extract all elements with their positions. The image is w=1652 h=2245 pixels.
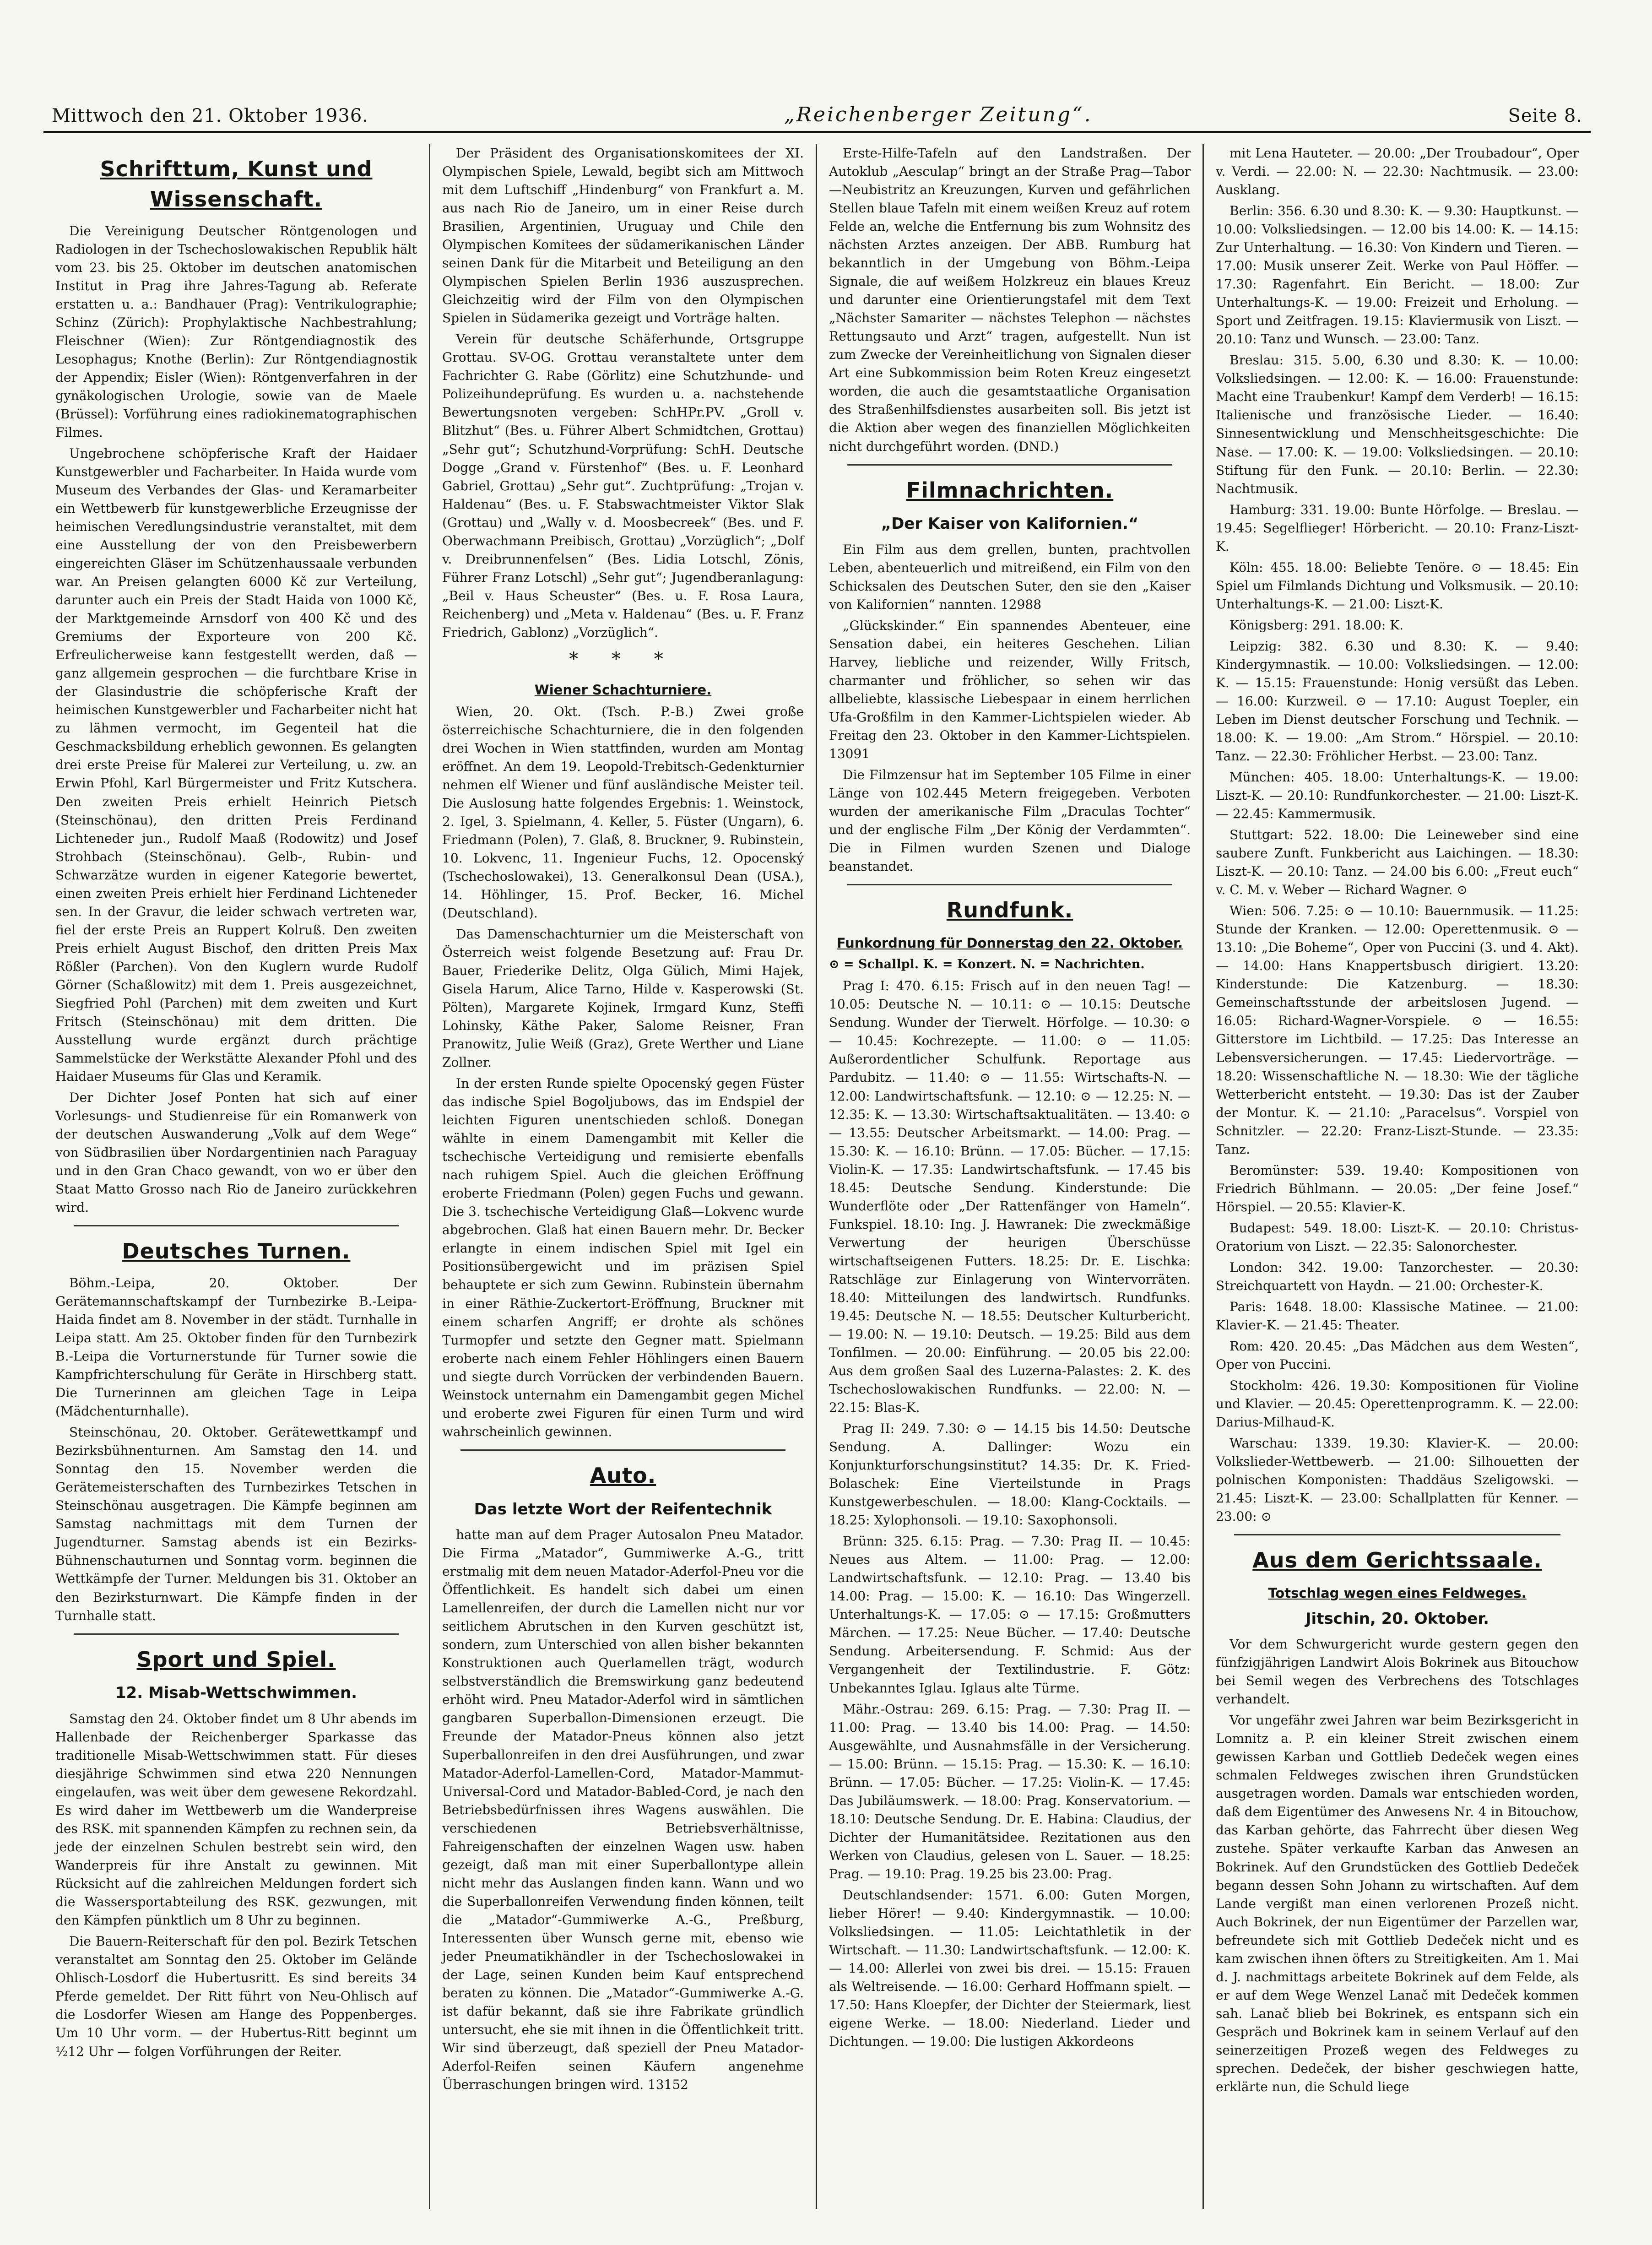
article-schach-3: In der ersten Runde spielte Opocenský gegen Füster das indische Spiel Bogoljubows, das im Endspiel der leichten Figuren unentschieden schloß. Donegan wählte in einem Damengambit mit Keller die tschechische Verteidigung und remisierte ebenfalls nach ruhigem Spiel. Auch die gleichen Eröffnung eroberte Friedmann (Polen) gegen Fuchs und gewann. Die 3. tschechische Verteidigung Glaß—Lokvenc wurde abgebrochen. Glaß hat einen Bauern mehr. Dr. Becker erlangte in einem indischen Spiel mit Igel ein Positionsübergewicht und im präzisen Spiel behauptete er sich zum Gewinn. Rubinstein übernahm in einer Räthie-Zuckertort-Eröffnung, Bruckner mit einem scharfen Angriff; er drohte als schönes Turmopfer und setzte den Gegner matt. Spielmann eroberte nach einem Fehler Höhlingers einen Bauern und siegte durch Vorrücken der verbindenden Bauern. Weinstock unternahm ein Damengambit gegen Michel und eroberte zwei Figuren für einen Turm und wird wahrscheinlich gewinnen. [442, 1076, 804, 1439]
divider [74, 1225, 399, 1226]
section-title-rundfunk: Rundfunk. [946, 898, 1073, 923]
dateline-jitschin: Jitschin, 20. Oktober. [1305, 1609, 1490, 1628]
article-filmzensur: Die Filmzensur hat im September 105 Filme in einer Länge von 102.445 Metern freigegeben. Verboten wurden der amerikanische Film „Draculas Tochter“ und der englische Film „Der König der Verdammten“. Die in Filmen wurden Szenen und Dialoge beanstandet. [829, 767, 1191, 874]
radio-rom: Rom: 420. 20.45: „Das Mädchen aus dem Westen“, Oper von Puccini. [1216, 1338, 1579, 1372]
columns [43, 144, 1591, 2209]
section-title-sport: Sport und Spiel. [136, 1647, 336, 1672]
radio-stuttgart: Stuttgart: 522. 18.00: Die Leineweber sind eine saubere Zunft. Funkbericht aus Laichingen. — 18.30: Liszt-K. — 20.10: Tanz. — 24.00 bis 6.00: „Freut euch“ v. C. M. v. Weber — Richard Wagner. ⊙ [1216, 827, 1579, 898]
radio-berlin: Berlin: 356. 6.30 und 8.30: K. — 9.30: Hauptkunst. — 10.00: Volksliedsingen. — 12.00 bis 14.00: K. — 14.15: Zur Unterhaltung. — 16.30: Von Kindern und Tieren. — 17.00: Musik unserer Zeit. Werke von Paul Höffer. — 17.30: Ragenfahrt. Ein Bericht. — 18.00: Zur Unterhaltungs-K. — 19.00: Freizeit und Erholung. — Sport und Zeitfragen. 19.15: Klaviermusik von Liszt. — 20.10: Tanz und Wunsch. — 23.00: Tanz. [1216, 203, 1579, 347]
radio-budapest: Budapest: 549. 18.00: Liszt-K. — 20.10: Christus-Oratorium von Liszt. — 22.35: Salonorchester. [1216, 1220, 1579, 1254]
article-bauern-reiterschaft: Die Bauern-Reiterschaft für den pol. Bezirk Tetschen veranstaltet am Sonntag den 25. Oktober im Gelände Ohlisch-Losdorf die Hubertusritt. Es sind bereits 34 Pferde gemeldet. Der Ritt führt von Neu-Ohlisch auf die Losdorfer Wiesen am Hange des Poppenberges. Um 10 Uhr vorm. — der Hubertus-Ritt beginnt um ½12 Uhr — folgen Vorführungen der Reiter. [55, 1934, 417, 2059]
article-steinschoenau: Steinschönau, 20. Oktober. Gerätewettkampf und Bezirksbühnenturnen. Am Samstag den 14. und Sonntag den 15. November werden die Gerätemeisterschaften des Turnbezirkes Tetschen in Steinschönau ausgetragen. Die Kämpfe beginnen am Samstag nachmittags mit dem Turnen der Jugendturner. Samstag abends ist ein Bezirks-Bühnenschauturnen und Sonntag vorm. beginnen die Wettkämpfe der Turner. Meldungen bis 31. Oktober an den Bezirksturnwart. Die Kämpfe finden in der Turnhalle statt. [55, 1425, 417, 1623]
section-title-film: Filmnachrichten. [906, 477, 1114, 503]
article-schach-2: Das Damenschachturnier um die Meisterschaft von Österreich weist folgende Besetzung auf: Frau Dr. Bauer, Friederike Delitz, Olga Gülich, Mimi Hajek, Gisela Harum, Alice Tarno, Hilde v. Kasperowski (St. Pölten), Margarete Kojinek, Irmgard Kunz, Steffi Lohinsky, Käthe Paker, Salome Reisner, Fran Pranowitz, Julie Weiß (Graz), Grete Werther und Liane Zollner. [442, 926, 804, 1070]
radio-legend: ⊙ = Schallpl. K. = Konzert. N. = Nachrichten. [829, 957, 1145, 971]
section-title-auto: Auto. [590, 1463, 656, 1488]
section-title-schach: Wiener Schachturniere. [534, 682, 712, 698]
radio-koenigsberg: Königsberg: 291. 18.00: K. [1230, 617, 1403, 633]
divider [1234, 1534, 1560, 1535]
section-title-gerichtssaal: Aus dem Gerichtssaale. [1252, 1548, 1542, 1573]
article-glueckskinder: „Glückskinder.“ Ein spannendes Abenteuer, eine Sensation dabei, ein heiteres Geschehen. Lilian Harvey, liebliche und reizender, Willy Fritsch, charmanter und fröhlicher, so sehen wir das allbeliebte, klassische Liebespaar in einem herrlichen Ufa-Großfilm in den Kammer-Lichtspielen wieder. Ab Freitag den 23. Oktober in den Kammer-Lichtspielen. 13091 [829, 618, 1191, 762]
article-kaiser-kalifornien: Ein Film aus dem grellen, bunten, prachtvollen Leben, abenteuerlich und mitreißend, ein Film von den Schicksalen des Deutschen Suter, den sie den „Kaiser von Kalifornien“ nannten. 12988 [829, 542, 1191, 612]
divider [847, 884, 1172, 885]
divider [460, 1449, 785, 1451]
radio-koeln: Köln: 455. 18.00: Beliebte Tenöre. ⊙ — 18.45: Ein Spiel um Filmlands Dichtung und Volksmusik. — 20.10: Unterhaltungs-K. — 21.00: Liszt-K. [1216, 559, 1579, 612]
subtitle-totschlag: Totschlag wegen eines Feldweges. [1268, 1585, 1527, 1601]
radio-beromuenster: Beromünster: 539. 19.40: Kompositionen von Friedrich Bühlmann. — 20.05: „Der feine Josef.“ Hörspiel. — 20.55: Klavier-K. [1216, 1162, 1579, 1215]
article-misab: Samstag den 24. Oktober findet um 8 Uhr abends im Hallenbade der Reichenberger Sparkasse das traditionelle Misab-Wettschwimmen statt. Für dieses diesjährige Schwimmen sind etwa 220 Nennungen eingelaufen, was weit über dem gewesene Rekordzahl. Es wird daher im Wettbewerb um die Wanderpreise des RSK. mit spannenden Kämpfen zu rechnen sein, da jede der einzelnen Schulen bestrebt sein wird, den Wanderpreis für ihre Anstalt zu gewinnen. Mit Rücksicht auf die zahlreichen Meldungen fordert sich die Wassersportabteilung des RSK. gezwungen, mit den Kämpfen pünktlich um 8 Uhr zu beginnen. [55, 1711, 417, 1928]
subtitle-reifentechnik: Das letzte Wort der Reifentechnik [474, 1500, 772, 1518]
subtitle-kaiser-kalifornien: „Der Kaiser von Kalifornien.“ [881, 515, 1139, 533]
article-josef-ponten: Der Dichter Josef Ponten hat sich auf einer Vorlesungs- und Studienreise für ein Romanwerk von der deutschen Auswanderung „Volk auf dem Wege“ von Südbrasilien über Nordargentinien nach Paraguay und in den Gran Chaco gewandt, von wo er über den Staat Matto Grosso nach Rio de Janeiro zurückkehren wird. [55, 1090, 417, 1215]
separator-stars: * * * [569, 648, 677, 670]
radio-hamburg: Hamburg: 331. 19.00: Bunte Hörfolge. — Breslau. — 19.45: Segelflieger! Hörbericht. — 20.10: Franz-Liszt-K. [1216, 502, 1579, 554]
subtitle-misab: 12. Misab-Wettschwimmen. [115, 1684, 357, 1703]
article-matador: hatte man auf dem Prager Autosalon Pneu Matador. Die Firma „Matador“, Gummiwerke A.-G., tritt erstmalig mit dem neuen Matador-Aderfol-Pneu vor die Öffentlichkeit. Es handelt sich dabei um einen Lamellenreifen, der durch die Lamellen nicht nur vor seitlichem Abrutschen in den Kurven geschützt ist, sondern, zum Unterschied von allen bisher bekannten Konstruktionen auch Querlamellen trägt, wodurch selbstverständlich die Bremswirkung ganz bedeutend erhöht wird. Pneu Matador-Aderfol wird in sämtlichen gangbaren Superballon-Dimensionen erzeugt. Die Freunde der Matador-Pneus können also jetzt Superballonreifen in den drei Ausführungen, und zwar Matador-Aderfol-Lamellen-Cord, Matador-Mammut-Universal-Cord und Matador-Babled-Cord, je nach den Betriebsbedürfnissen ihres Wagens auswählen. Die verschiedenen Betriebsverhältnisse, Fahreigenschaften der einzelnen Wagen usw. haben gezeigt, daß man mit einer Superballontype allein nicht mehr das Auslangen finden kann. Wann und wo die Superballonreifen Verwendung finden können, teilt die „Matador“-Gummiwerke A.-G., Preßburg, Interessenten über Wunsch gerne mit, ebenso wie jeder Pneumatikhändler in der Tschechoslowakei in der Lage, seinen Kunden beim Kauf entsprechend beraten zu können. Die „Matador“-Gummiwerke A.-G. ist dafür bekannt, daß sie ihre Fabrikate gründlich untersucht, ehe sie mit ihnen in die Öffentlichkeit tritt. Wir sind überzeugt, daß speziell der Pneu Matador-Aderfol-Reifen seinen Käufern angenehme Überraschungen bringen wird. 13152 [442, 1527, 804, 2093]
article-olympische-spiele: Der Präsident des Organisationskomitees der XI. Olympischen Spiele, Lewald, begibt sich am Mittwoch mit dem Luftschiff „Hindenburg“ von Frankfurt a. M. aus nach Rio de Janeiro, um in einer Reise durch Brasilien, Argentinien, Uruguay und Chile den Olympischen Komitees der südamerikanischen Länder seinen Dank für die Mitarbeit und Beteiligung an den Olympischen Spielen Berlin 1936 auszusprechen. Gleichzeitig wird der Film von den Olympischen Spielen in Südamerika gezeigt und Vorträge halten. [442, 146, 804, 326]
radio-paris: Paris: 1648. 18.00: Klassische Matinee. — 21.00: Klavier-K. — 21.45: Theater. [1216, 1299, 1579, 1333]
section-title-schrifttum: Schrifttum, Kunst und Wissenschaft. [100, 157, 373, 211]
header-date: Mittwoch den 21. Oktober 1936. [52, 105, 368, 126]
radio-maehr-ostrau: Mähr.-Ostrau: 269. 6.15: Prag. — 7.30: Prag II. — 11.00: Prag. — 13.40 bis 14.00: Prag. — 14.50: Ausgewählte, und Ausnahmsfälle in der Versicherung. — 15.00: Brünn. — 15.15: Prag. — 15.30: K. — 16.10: Brünn. — 17.05: Bücher. — 17.25: Violin-K. — 17.45: Das Jubiläumswerk. — 18.00: Prag. Konservatorium. — 18.10: Deutsche Sendung. Dr. E. Habina: Claudius, der Dichter der Humanitätsidee. Rezitationen aus den Werken von Claudius, gelesen von L. Sauer. — 18.25: Prag. — 19.10: Prag. 19.25 bis 23.00: Prag. [829, 1701, 1191, 1882]
article-schach-1: Wien, 20. Okt. (Tsch. P.-B.) Zwei große österreichische Schachturniere, die in den folgenden drei Wochen in Wien stattfinden, wurden am Montag eröffnet. An dem 19. Leopold-Trebitsch-Gedenkturnier nehmen elf Wiener und fünf ausländische Meister teil. Die Auslosung hatte folgendes Ergebnis: 1. Weinstock, 2. Igel, 3. Spielmann, 4. Keller, 5. Füster (Ungarn), 6. Friedmann (Polen), 7. Glaß, 8. Bruckner, 9. Rubinstein, 10. Lokvenc, 11. Ingenieur Fuchs, 12. Opocenský (Tschechoslowakei), 13. Generalkonsul Dean (USA.), 14. Höhlinger, 15. Prof. Becker, 16. Michel (Deutschland). [442, 704, 804, 921]
article-boehm-leipa: Böhm.-Leipa, 20. Oktober. Der Gerätemannschaftskampf der Turnbezirke B.-Leipa-Haida findet am 8. November in der städt. Turnhalle in Leipa statt. Am 25. Oktober finden für den Turnbezirk B.-Leipa die Vorturnerstunde für Turner sowie die Kampfrichterschulung für Geräte in Hirschberg statt. Die Turnerinnen am gleichen Tage in Leipa (Mädchenturnhalle). [55, 1275, 417, 1419]
article-schaeferhunde: Verein für deutsche Schäferhunde, Ortsgruppe Grottau. SV-OG. Grottau veranstaltete unter dem Fachrichter G. Rabe (Görlitz) eine Schutzhunde- und Polizeihundeprüfung. Es wurden u. a. nachstehende Bewertungsnoten vergeben: SchHPr.PV. „Groll v. Blitzhut“ (Bes. u. Führer Albert Schmidtchen, Grottau) „Sehr gut“; Schutzhund-Vorprüfung: SchH. Deutsche Dogge „Grand v. Fürstenhof“ (Bes. u. F. Leonhard Gabriel, Grottau) „Sehr gut“. Zuchtprüfung: „Trojan v. Haldenau“ (Bes. u. F. Stabswachtmeister Viktor Slak (Grottau) und „Wally v. d. Moosbecreek“ (Bes. und F. Oberwachmann Preibisch, Grottau) „Vorzüglich“; „Dolf v. Dreibrunnenfelsen“ (Bes. Lidia Lotschl, Zönis, Führer Franz Lotschl) „Sehr gut“; Jugendberanlagung: „Beil v. Haus Scheuster“ (Bes. u. F. Rosa Laura, Reichenberg) und „Meta v. Haldenau“ (Bes. u. F. Franz Friedrich, Gablonz) „Vorzüglich“. [442, 331, 804, 640]
newspaper-name: „Reichenberger Zeitung“. [784, 103, 1093, 126]
newspaper-page [43, 103, 1591, 2209]
radio-leipzig: Leipzig: 382. 6.30 und 8.30: K. — 9.40: Kindergymnastik. — 10.00: Volksliedsingen. — 12.00: K. — 15.15: Frauenstunde: Honig versüßt das Leben. — 16.00: Kurzweil. ⊙ — 17.10: August Toepler, ein Leben im Dienst deutscher Forschung und Technik. — 18.00: K. — 19.00: „Am Strom.“ Hörspiel. — 20.10: Tanz. — 22.30: Fröhlicher Herbst. — 23.00: Tanz. [1216, 638, 1579, 764]
column-1 [43, 144, 430, 2209]
column-4 [1204, 144, 1591, 2209]
radio-deutschlandsender-cont: mit Lena Hauteter. — 20.00: „Der Troubadour“, Oper v. Verdi. — 22.00: N. — 22.30: Nachtmusik. — 23.00: Ausklang. [1216, 146, 1579, 198]
article-totschlag-2: Vor ungefähr zwei Jahren war beim Bezirksgericht in Lomnitz a. P. ein kleiner Streit zwischen einem gewissen Karban und Gottlieb Dedeček wegen eines schmalen Feldweges zwischen ihren Grundstücken ausgetragen worden. Damals war entschieden worden, daß dem Eigentümer des Anwesens Nr. 4 in Bitouchow, das Karban gehörte, das Fahrrecht über diesen Weg zustehe. Später verkaufte Karban das Anwesen an Bokrinek. Auf den Grundstücken des Gottlieb Dedeček begann dessen Sohn Johann zu wirtschaften. Auf dem Lande vergißt man einen verlorenen Prozeß nicht. Auch Bokrinek, der nun Eigentümer der Parzellen war, befreundete sich mit Gottlieb Dedeček nicht und es kam zwischen ihnen öfters zu Streitigkeiten. Am 1. Mai d. J. nachmittags arbeitete Bokrinek auf dem Felde, als er auf dem Wege Wenzel Lanač mit Dedeček kommen sah. Lanač blieb bei Bokrinek, es entspann sich ein Gespräch und Bokrinek kam in seinem Verlauf auf den seinerzeitigen Prozeß wegen des Feldweges zu sprechen. Dedeček, der bisher geschwiegen hatte, erklärte nun, die Schuld liege [1216, 1713, 1579, 2094]
column-2 [430, 144, 817, 2209]
radio-deutschlandsender: Deutschlandsender: 1571. 6.00: Guten Morgen, lieber Hörer! — 9.40: Kindergymnastik. — 10.00: Volksliedsingen. — 11.05: Leichtathletik in der Wirtschaft. — 11.30: Landwirtschaftsfunk. — 12.00: K. — 14.00: Allerlei von zwei bis drei. — 15.15: Frauen als Weltreisende. — 16.00: Gerhard Hoffmann spielt. — 17.50: Hans Kloepfer, der Dichter der Steiermark, liest eigene Werke. — 18.00: Niederland. Lieder und Dichtungen. — 19.00: Die lustigen Akkordeons [829, 1887, 1191, 2050]
article-roentgenologen: Die Vereinigung Deutscher Röntgenologen und Radiologen in der Tschechoslowakischen Republik hält vom 23. bis 25. Oktober im deutschen anatomischen Institut in Prag ihre Jahres-Tagung ab. Referate erstatten u. a.: Bandhauer (Prag): Ventrikulographie; Schinz (Zürich): Prophylaktische Nachbestrahlung; Fleischner (Wien): Zur Röntgendiagnostik des Lesophagus; Knothe (Berlin): Zur Röntgendiagnostik der Appendix; Eisler (Wien): Röntgenverfahren in der gynäkologischen Urologie, sowie van de Maele (Brüssel): Vorführung eines radiokinematographischen Filmes. [55, 223, 417, 440]
page-header [43, 103, 1591, 133]
radio-breslau: Breslau: 315. 5.00, 6.30 und 8.30: K. — 10.00: Volksliedsingen. — 12.00: K. — 16.00: Frauenstunde: Macht eine Traubenkur! Kampf dem Verderb! — 16.15: Italienische und französische Lieder. — 16.40: Sinnesentwicklung und Menschheitsgeschichte: Die Nase. — 17.00: K. — 19.00: Volksliedsingen. — 20.10: Stiftung für den Funk. — 20.10: Berlin. — 22.30: Nachtmusik. [1216, 352, 1579, 496]
radio-muenchen: München: 405. 18.00: Unterhaltungs-K. — 19.00: Liszt-K. — 20.10: Rundfunkorchester. — 21.00: Liszt-K. — 22.45: Kammermusik. [1216, 770, 1579, 822]
subtitle-funkordnung: Funkordnung für Donnerstag den 22. Oktober. [836, 935, 1183, 951]
column-3 [817, 144, 1204, 2209]
section-title-turnen: Deutsches Turnen. [122, 1239, 351, 1264]
article-haidaer-kunstgewerbler: Ungebrochene schöpferische Kraft der Haidaer Kunstgewerbler und Facharbeiter. In Haida wurde vom Museum des Verbandes der Glas- und Keramarbeiter ein Wettbewerb für kunstgewerbliche Erzeugnisse der heimischen Veredlungsindustrie veranstaltet, mit dem eine Ausstellung der von den Preisbewerbern eingereichten Gläser im Schützenhaussaale verbunden war. An Preisen gelangten 6000 Kč zur Verteilung, darunter auch ein Preis der Stadt Haida von 1000 Kč, der Marktgemeinde Arnsdorf von 400 Kč und des Gremiums der Exporteure von 200 Kč. Erfreulicherweise kann festgestellt werden, daß — ganz allgemein gesprochen — die furchtbare Krise in der Glasindustrie die schöpferische Kraft der heimischen Kunstgewerbler und Facharbeiter nicht hat zu lähmen vermocht, im Gegenteil hat die Geschmacksbildung erheblich gewonnen. Es gelangten drei erste Preise für Malerei zur Verteilung, u. zw. an Erwin Pfohl, Karl Bürgermeister und Fritz Kutschera. Den zweiten Preis erhielt Heinrich Pietsch (Steinschönau), den dritten Preis Ferdinand Lichteneder jun., Rudolf Maaß (Rodowitz) und Josef Strohbach (Steinschönau). Gelb-, Rubin- und Schwarzätze wurden in eigener Kategorie bewertet, einen zweiten Preis erhielt hier Ferdinand Lichteneder sen. In der Gravur, die leider schwach vertreten war, fiel der erste Preis an Ruppert Kolruß. Den zweiten Preis erhielt August Bischof, den dritten Preis Max Rößler (Parchen). Von den Kuglern wurde Rudolf Görner (Schaßlowitz) mit dem 1. Preis ausgezeichnet, Siegfried Pohl (Parchen) mit dem zweiten und Kurt Fritsch (Steinschönau) mit dem dritten. Die Ausstellung wurde ergänzt durch prächtige Sammelstücke der Werkstätte Alexander Pfohl und des Haidaer Museums für Glas und Keramik. [55, 445, 417, 1084]
article-erste-hilfe: Erste-Hilfe-Tafeln auf den Landstraßen. Der Autoklub „Aesculap“ bringt an der Straße Prag—Tabor—Neubistritz an Kreuzungen, Kurven und gefährlichen Stellen blaue Tafeln mit einem weißen Kreuz auf rotem Felde an, welche die Entfernung bis zum Wohnsitz des nächsten Arztes anzeigen. Der ABB. Rumburg hat bekanntlich in der Umgebung von Böhm.-Leipa Signale, die auf weißem Holzkreuz ein blaues Kreuz und darunter eine Orientierungstafel mit dem Text „Nächster Samariter — nächstes Telephon — nächstes Rettungsauto und Arzt“ tragen, aufgestellt. Nun ist zum Zwecke der Vereinheitlichung von Signalen dieser Art eine Subkommission beim Roten Kreuz eingesetzt worden, die auch die gesamtstaatliche Organisation des Straßenhilfsdienstes ausarbeiten soll. Bis jetzt ist die Aktion aber wegen des finanziellen Möglichkeiten nicht durchgeführt worden. (DND.) [829, 146, 1191, 454]
divider [847, 464, 1172, 466]
page-number: Seite 8. [1508, 105, 1582, 126]
radio-prag-1: Prag I: 470. 6.15: Frisch auf in den neuen Tag! — 10.05: Deutsche N. — 10.11: ⊙ — 10.15: Deutsche Sendung. Wunder der Tierwelt. Hörfolge. — 10.30: ⊙ — 10.45: Kochrezepte. — 11.00: ⊙ — 11.05: Außerordentlicher Schulfunk. Reportage aus Pardubitz. — 11.40: ⊙ — 11.55: Wirtschafts-N. — 12.00: Landwirtschaftsfunk. — 12.10: ⊙ — 12.25: N. — 12.35: K. — 13.30: Wirtschaftsaktualitäten. — 13.40: ⊙ — 13.55: Deutscher Arbeitsmarkt. — 14.00: Prag. — 15.30: K. — 16.10: Brünn. — 17.05: Bücher. — 17.15: Violin-K. — 17.35: Landwirtschaftsfunk. — 17.45 bis 18.45: Deutsche Sendung. Kinderstunde: Die Wunderflöte oder „Der Rattenfänger von Hameln“. Funkspiel. 18.10: Ing. J. Hawranek: Die zweckmäßige Verwertung der heurigen Überschüsse wirtschaftseigenen Futters. 18.25: Dr. E. Lischka: Ratschläge zur Einlagerung von Wintervorräten. 18.40: Mitteilungen des landwirtsch. Rundfunks. 19.45: Deutsche N. — 18.55: Deutscher Kulturbericht. — 19.00: N. — 19.10: Deutsch. — 19.25: Bild aus dem Tonfilmen. — 20.00: Einführung. — 20.05 bis 22.00: Aus dem großen Saal des Luzerna-Palastes: 2. K. des Tschechoslowakischen Rundfunks. — 22.00: N. — 22.15: Blas-K. [829, 978, 1191, 1415]
divider [74, 1633, 399, 1635]
radio-bruenn: Brünn: 325. 6.15: Prag. — 7.30: Prag II. — 10.45: Neues aus Altem. — 11.00: Prag. — 12.00: Landwirtschaftsfunk. — 12.10: Prag. — 13.40 bis 14.00: Prag. — 15.00: K. — 16.10: Das Wingerzell. Unterhaltungs-K. — 17.05: ⊙ — 17.15: Großmutters Märchen. — 17.25: Neue Bücher. — 17.40: Deutsche Sendung. Arbeitersendung. F. Schmid: Aus der Vergangenheit der Textilindustrie. F. Götz: Unbekanntes Iglau. Iglaus alte Türme. [829, 1534, 1191, 1696]
article-totschlag-1: Vor dem Schwurgericht wurde gestern gegen den fünfzigjährigen Landwirt Alois Bokrinek aus Bitouchow bei Semil wegen des Verbrechens des Totschlages verhandelt. [1216, 1637, 1579, 1707]
radio-london: London: 342. 19.00: Tanzorchester. — 20.30: Streichquartett von Haydn. — 21.00: Orchester-K. [1216, 1259, 1579, 1293]
radio-wien: Wien: 506. 7.25: ⊙ — 10.10: Bauernmusik. — 11.25: Stunde der Kranken. — 12.00: Operettenmusik. ⊙ — 13.10: „Die Boheme“, Oper von Puccini (3. und 4. Akt). — 14.00: Hans Knappertsbusch dirigiert. 13.20: Kinderstunde: Die Katzenburg. — 18.30: Gemeinschaftsstunde der arbeitslosen Jugend. — 16.05: Richard-Wagner-Vorspiele. ⊙ — 16.55: Gitterstore im Lichtbild. — 17.25: Das Interesse an Lebensversicherungen. — 17.45: Liedervorträge. — 18.20: Wissenschaftliche N. — 18.30: Wie der tägliche Wetterbericht entsteht. — 19.30: Das ist der Zauber der Montur. K. — 21.10: „Paracelsus“. Vorspiel von Schnitzler. — 22.20: Franz-Liszt-Stunde. — 23.35: Tanz. [1216, 903, 1579, 1157]
radio-prag-2: Prag II: 249. 7.30: ⊙ — 14.15 bis 14.50: Deutsche Sendung. A. Dallinger: Wozu ein Konjunkturforschungsinstitut? 14.35: Dr. K. Fried-Bolaschek: Eine Vierteilstunde in Prags Kunstgewerbeschulen. — 18.00: Klang-Cocktails. — 18.25: Xylophonsoli. — 19.10: Saxophonsoli. [829, 1421, 1191, 1528]
radio-warschau: Warschau: 1339. 19.30: Klavier-K. — 20.00: Volkslieder-Wettbewerb. — 21.00: Silhouetten der polnischen Komponisten: Thaddäus Szeligowski. — 21.45: Liszt-K. — 23.00: Schallplatten für Kenner. — 23.00: ⊙ [1216, 1436, 1579, 1524]
radio-stockholm: Stockholm: 426. 19.30: Kompositionen für Violine und Klavier. — 20.45: Operettenprogramm. K. — 22.00: Darius-Milhaud-K. [1216, 1378, 1579, 1430]
